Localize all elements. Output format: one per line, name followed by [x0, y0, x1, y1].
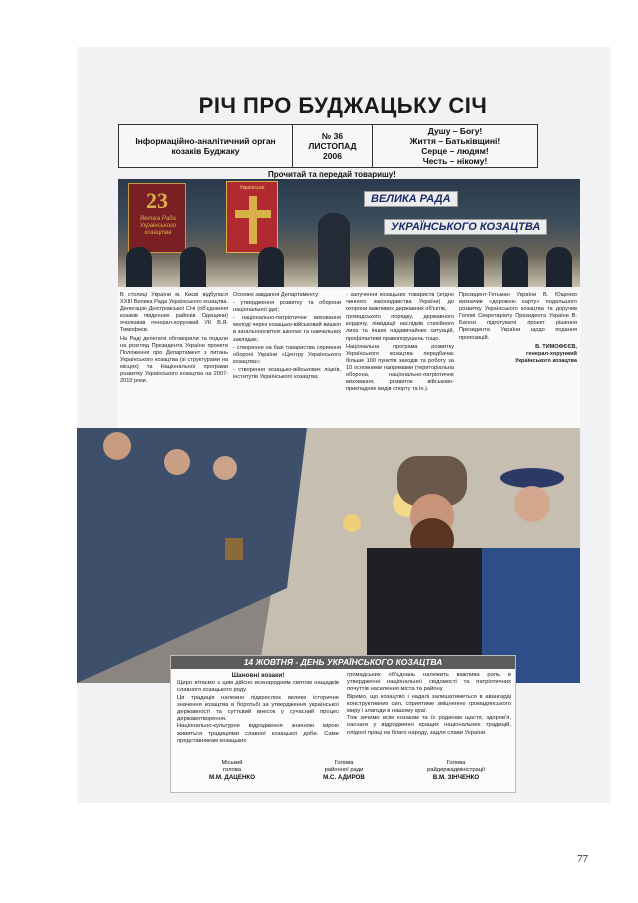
delegate-figure [180, 247, 206, 287]
greeting-article [170, 655, 516, 793]
paragraph: Віримо, що козацтво і надалі залишатиметься в авангарді конструктивних сил, сприятиме зміцненню громадянського миру і злагоди в нашому краї. [347, 693, 511, 715]
article-column-left [177, 672, 339, 745]
officer-head [103, 432, 131, 460]
signer-role: Голова [446, 760, 466, 766]
paragraph: - створення козацько-військових ліцеїв, інститутів Українського козацтва; [233, 366, 341, 381]
banner-line: Велика Рада [140, 216, 176, 222]
signer [177, 760, 287, 781]
signer-role: голова [223, 767, 241, 773]
banner-line: Українського [139, 223, 177, 229]
delegate-figure [368, 247, 394, 287]
officer-face [514, 486, 550, 522]
paragraph: Основні завдання Департаменту: [233, 292, 320, 298]
paragraph: Ця традиція належно підкреслює велике історичне значення козацтва в боротьбі за утвердження української державності та суттєвий внесок у сучасний процес державотворення. [177, 694, 339, 723]
paragraph: Національно-культурне відродження значною мірою живиться традиціями славної козацької доби. Саме представникам козацьких [177, 723, 339, 744]
issue-month: ЛИСТОПАД [308, 141, 357, 151]
paragraph: - створення на базі товариства сприяння обороні України «Центру Українського козацтва»; [233, 344, 341, 365]
paragraph: В столиці України м. Києві відбулася XXIII Велика Рада Українського козацтва. Делегацію Дністровської Січі (об'єднання козаків південних районів Одещини) очолював генерал-хорунжий УК В.Я. Тимофеєв. [120, 292, 228, 334]
paragraph: - утвердження розвитку та оборони національної ідеї; [233, 300, 341, 314]
delegate-figure [458, 247, 484, 287]
motto-cell [373, 125, 537, 167]
newspaper-title: РІЧ ПРО БУДЖАЦЬКУ СІЧ [198, 93, 488, 118]
signer [401, 760, 511, 781]
motto-line: Життя – Батьківщині! [409, 136, 501, 146]
column-2 [233, 292, 341, 382]
chandelier [343, 514, 361, 532]
signature-line: В. ТИМОФЄЄВ, [535, 343, 577, 350]
issue-year: 2006 [323, 151, 342, 161]
officer-cap [500, 468, 564, 488]
signature-line: генерал-хорунжий [526, 350, 577, 357]
banner-text [131, 216, 185, 237]
signer-role: Голова [334, 760, 354, 766]
paragraph: Президент-Гетьман України В. Ющенко визначив «дорожню карту» подальшого розвитку Українського козацтва та доручив Голові Секретаріату Президента України В. Балозі підготувати проект рішення Президента України щодо подання пропозицій. [459, 292, 577, 341]
delegate-figure [414, 247, 440, 287]
headline-2: УКРАЇНСЬКОГО КОЗАЦТВА [384, 219, 547, 235]
signature-line: Українського козацтва [514, 357, 577, 364]
organ-line: козаків Буджаку [171, 146, 240, 156]
ceremony-photo [77, 428, 580, 683]
signer-name: М.С. АДИРОВ [323, 774, 365, 781]
signers [177, 760, 511, 781]
issue-number: № 36 [321, 131, 344, 141]
paragraph: Національна програма розвитку Українського козацтва передбачає більше 100 пунктів заходів та роботу за 10 основними напрямами (територіальна оборона, національно-патріотичне виховання, розвиток військово-прикладних видів спорту та ін.). [346, 343, 454, 393]
greeting: Шановні козаки! [231, 672, 285, 679]
paragraph: - національно-патріотичне виховання молоді через козацько-військовий вишкіл в загальноосвітніх школах та навчальних закладах; [233, 315, 341, 343]
column-4 [459, 292, 577, 365]
info-box [118, 124, 538, 168]
article-column-right [347, 672, 511, 737]
paragraph: - залучення козацьких товариств (згідно чинного законодавства України) до охорони важливих державних об'єктів, [346, 292, 454, 313]
paragraph: громадських об'єднань належить важлива роль в утвердженні національної свідомості та патріотичних почуттів населення міста та району. [347, 672, 511, 693]
paragraph: громадського порядку, державного кордону, ліквідації наслідків стихійного лиха та інших надзвичайних ситуацій, профілактики правопорушень тощо. [346, 314, 454, 342]
article-header: 14 ЖОВТНЯ - ДЕНЬ УКРАЇНСЬКОГО КОЗАЦТВА [171, 656, 515, 669]
banner-number: 23 [146, 188, 168, 213]
issue-cell [293, 125, 373, 167]
column-1 [120, 292, 228, 386]
motto-line: Честь – нікому! [422, 156, 488, 166]
officer-head [164, 449, 190, 475]
paragraph: Щиро вітаємо з цим дійсно всенародним святом нащадків славного козацького роду. [177, 680, 339, 694]
delegate-figure [126, 247, 152, 287]
speaker-figure [318, 213, 350, 287]
officer-head [213, 456, 237, 480]
signer [289, 760, 399, 781]
council-banner [128, 183, 186, 253]
cossack-emblem [226, 181, 278, 253]
banner-line: козацтва [144, 230, 172, 236]
organ-cell [119, 125, 293, 167]
delegate-figure [502, 247, 528, 287]
motto-line: Серце – людям! [421, 146, 489, 156]
slogan: Прочитай та передай товаришу! [268, 170, 396, 179]
signer-name: М.М. ДАЦЕНКО [208, 774, 256, 781]
emblem-text: Українське [239, 185, 265, 191]
paragraph: Тож зичимо всім козакам та їх родинам щастя, здоров'я, наснаги у відродженні кращих національних традицій, плідної праці на благо народу, задля слави України. [347, 715, 511, 736]
page-number: 77 [577, 853, 588, 865]
motto-line: Душу – Богу! [427, 126, 483, 136]
signer-role: Міський [221, 760, 243, 766]
ceremony-photo-drawing [77, 428, 580, 683]
organ-line: Інформаційно-аналітичний орган [135, 136, 276, 146]
signer-name: В.М. ЗІНЧЕНКО [432, 774, 480, 781]
delegate-figure [258, 247, 284, 287]
author-signature [459, 344, 577, 365]
headline-1: ВЕЛИКА РАДА [364, 191, 458, 207]
signer-role: районної ради [324, 767, 364, 773]
paragraph: На Раді делегати обговорили та подали на розгляд Президента України проекти Положення про Департамент з питань Українського козацтва (зі структурами на місцях) та Національної програми розвитку Українського козацтва на 2007-2010 роки. [120, 335, 228, 385]
article-columns [118, 290, 580, 428]
column-3 [346, 292, 454, 394]
signer-role: райдержадміністрації [427, 767, 485, 773]
cross-icon [227, 182, 279, 254]
award-icon [225, 538, 243, 560]
delegate-figure [546, 247, 572, 287]
